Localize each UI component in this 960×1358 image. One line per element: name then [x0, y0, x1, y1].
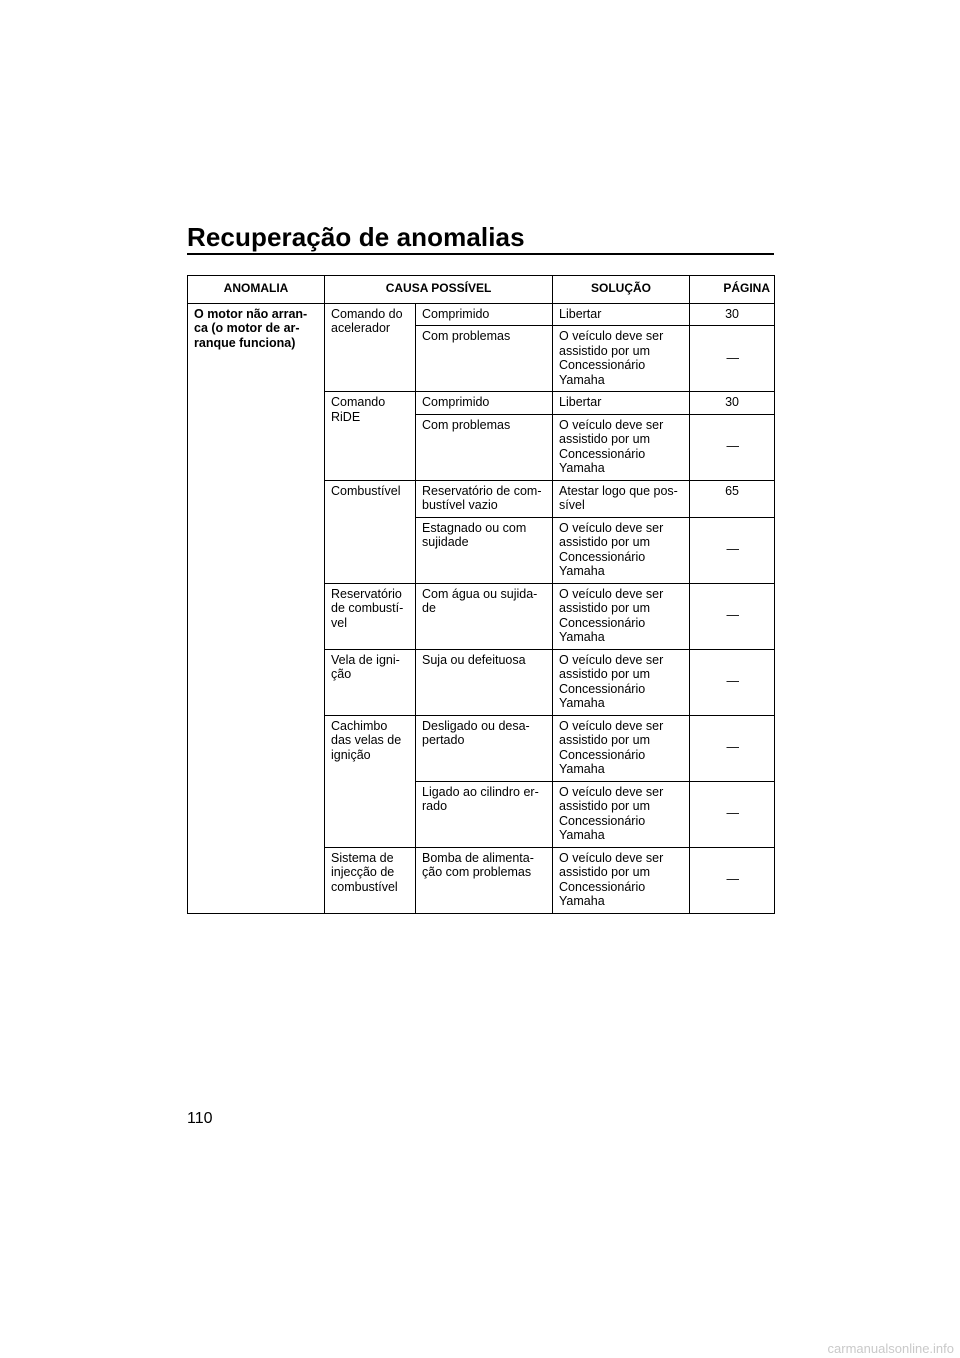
table-header-row: [188, 276, 775, 304]
page-cell: 30: [690, 303, 775, 326]
site-watermark: carmanualsonline.info: [827, 1341, 954, 1356]
solution-cell: O veículo deve ser assistido por um Concessionário Yamaha: [553, 847, 690, 913]
cause-detail-cell: Estagnado ou com sujidade: [416, 517, 553, 583]
solution-cell: O veículo deve ser assistido por um Concessionário Yamaha: [553, 781, 690, 847]
cause-cell: Comando do acelerador: [325, 303, 416, 392]
cause-detail-cell: Ligado ao cilindro er- rado: [416, 781, 553, 847]
header-anomaly: ANOMALIA: [188, 276, 325, 304]
cause-cell: Reservatório de combustí- vel: [325, 583, 416, 649]
anomaly-cell: O motor não arran- ca (o motor de ar- ranque funciona): [188, 303, 325, 913]
page-number: 110: [187, 1110, 213, 1127]
solution-cell: O veículo deve ser assistido por um Concessionário Yamaha: [553, 649, 690, 715]
solution-cell: Atestar logo que pos- sível: [553, 480, 690, 517]
page-cell: —: [690, 649, 775, 715]
header-cause: CAUSA POSSÍVEL: [325, 276, 553, 304]
page-cell: 65: [690, 480, 775, 517]
cause-detail-cell: Comprimido: [416, 392, 553, 415]
cause-cell: Cachimbo das velas de ignição: [325, 715, 416, 847]
table-body: [188, 303, 775, 913]
page-cell: —: [690, 847, 775, 913]
page-cell: —: [690, 326, 775, 392]
solution-cell: O veículo deve ser assistido por um Concessionário Yamaha: [553, 517, 690, 583]
cause-cell: Comando RiDE: [325, 392, 416, 481]
cause-detail-cell: Com água ou sujida- de: [416, 583, 553, 649]
header-solution: SOLUÇÃO: [553, 276, 690, 304]
cause-detail-cell: Comprimido: [416, 303, 553, 326]
solution-cell: O veículo deve ser assistido por um Concessionário Yamaha: [553, 414, 690, 480]
page-cell: 30: [690, 392, 775, 415]
solution-cell: Libertar: [553, 392, 690, 415]
solution-cell: O veículo deve ser assistido por um Concessionário Yamaha: [553, 326, 690, 392]
cause-detail-cell: Bomba de alimenta- ção com problemas: [416, 847, 553, 913]
cause-detail-cell: Reservatório de com- bustível vazio: [416, 480, 553, 517]
cause-cell: Vela de igni- ção: [325, 649, 416, 715]
solution-cell: Libertar: [553, 303, 690, 326]
page-cell: —: [690, 715, 775, 781]
cause-cell: Sistema de injecção de combustível: [325, 847, 416, 913]
cause-detail-cell: Com problemas: [416, 326, 553, 392]
page-title: Recuperação de anomalias: [187, 222, 525, 252]
cause-detail-cell: Com problemas: [416, 414, 553, 480]
cause-detail-cell: Desligado ou desa- pertado: [416, 715, 553, 781]
troubleshooting-table: [187, 275, 775, 914]
solution-cell: O veículo deve ser assistido por um Concessionário Yamaha: [553, 583, 690, 649]
page-cell: —: [690, 781, 775, 847]
page-cell: —: [690, 414, 775, 480]
cause-detail-cell: Suja ou defeituosa: [416, 649, 553, 715]
title-rule: [187, 253, 774, 255]
solution-cell: O veículo deve ser assistido por um Concessionário Yamaha: [553, 715, 690, 781]
page-cell: —: [690, 583, 775, 649]
cause-cell: Combustível: [325, 480, 416, 583]
page-cell: —: [690, 517, 775, 583]
header-page: PÁGINA: [690, 276, 775, 304]
table-row: [188, 303, 775, 326]
